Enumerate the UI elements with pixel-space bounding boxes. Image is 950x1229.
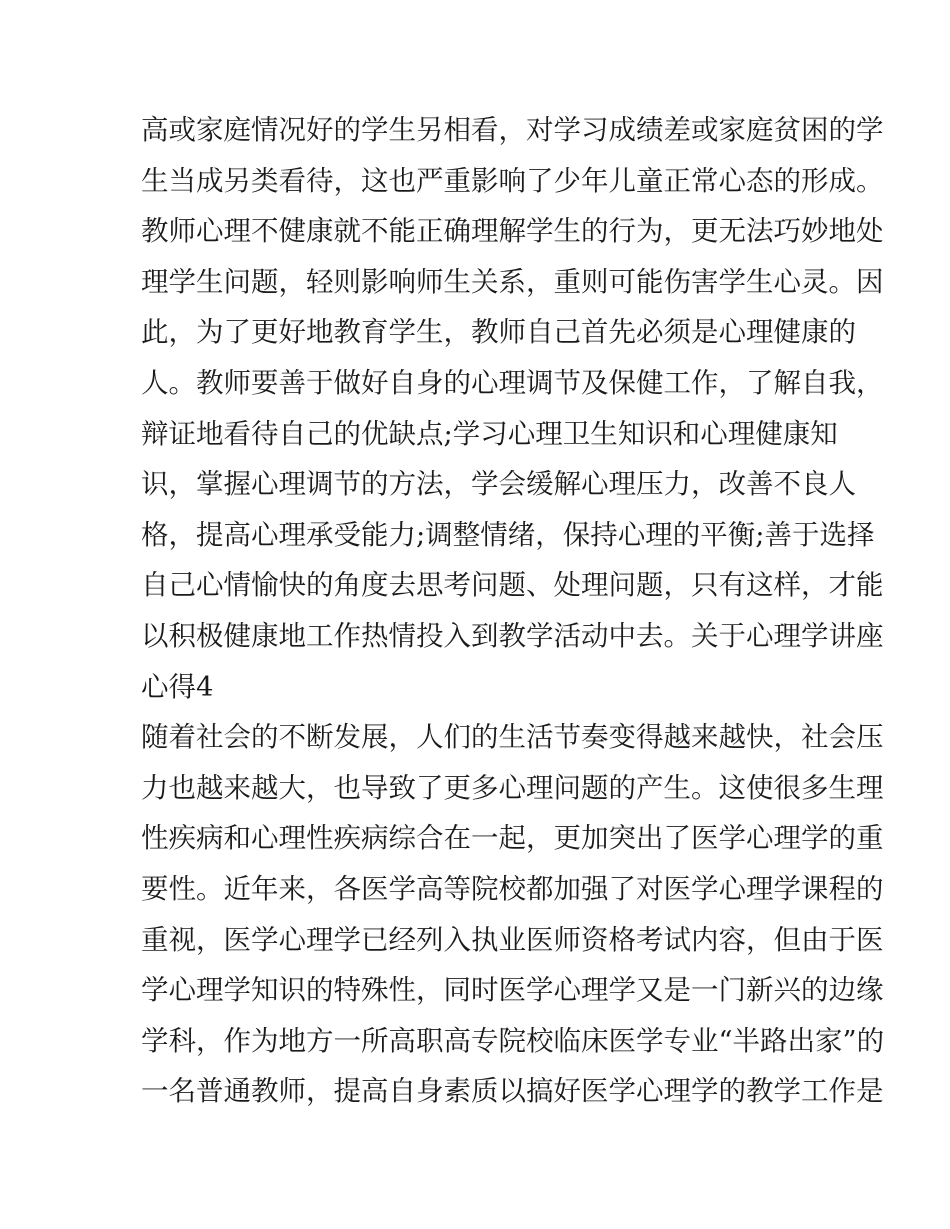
text-line: 力也越来越大，也导致了更多心理问题的产生。这使很多生理 bbox=[141, 771, 884, 804]
section-heading: 心得4 bbox=[141, 670, 214, 703]
text-line: 自己心情愉快的角度去思考问题、处理问题，只有这样，才能 bbox=[141, 569, 884, 602]
text-line: 学科，作为地方一所高职高专院校临床医学专业“半路出家”的 bbox=[141, 1024, 885, 1057]
text-line: 重视，医学心理学已经列入执业医师资格考试内容，但由于医 bbox=[141, 923, 884, 956]
text-line: 一名普通教师，提高自身素质以搞好医学心理学的教学工作是 bbox=[141, 1075, 884, 1108]
text-line: 识，掌握心理调节的方法，学会缓解心理压力，改善不良人 bbox=[141, 468, 856, 501]
text-line: 此，为了更好地教育学生，教师自己首先必须是心理健康的 bbox=[141, 316, 856, 349]
text-line: 学心理学知识的特殊性，同时医学心理学又是一门新兴的边缘 bbox=[141, 974, 884, 1007]
text-line: 格，提高心理承受能力;调整情绪，保持心理的平衡;善于选择 bbox=[141, 518, 875, 551]
text-line: 要性。近年来，各医学高等院校都加强了对医学心理学课程的 bbox=[141, 872, 884, 905]
text-line: 生当成另类看待，这也严重影响了少年儿童正常心态的形成。 bbox=[141, 164, 884, 197]
text-line: 理学生问题，轻则影响师生关系，重则可能伤害学生心灵。因 bbox=[141, 265, 884, 298]
text-line: 随着社会的不断发展，人们的生活节奏变得越来越快，社会压 bbox=[141, 721, 884, 754]
text-line: 高或家庭情况好的学生另相看，对学习成绩差或家庭贫困的学 bbox=[141, 114, 884, 146]
text-line: 人。教师要善于做好自身的心理调节及保健工作，了解自我， bbox=[141, 366, 884, 399]
text-line: 性疾病和心理性疾病综合在一起，更加突出了医学心理学的重 bbox=[141, 822, 884, 855]
text-line: 教师心理不健康就不能正确理解学生的行为，更无法巧妙地处 bbox=[141, 215, 884, 248]
text-line: 以积极健康地工作热情投入到教学活动中去。关于心理学讲座 bbox=[141, 619, 884, 652]
body-text bbox=[141, 105, 885, 1117]
text-line: 辩证地看待自己的优缺点;学习心理卫生知识和心理健康知 bbox=[141, 417, 838, 450]
